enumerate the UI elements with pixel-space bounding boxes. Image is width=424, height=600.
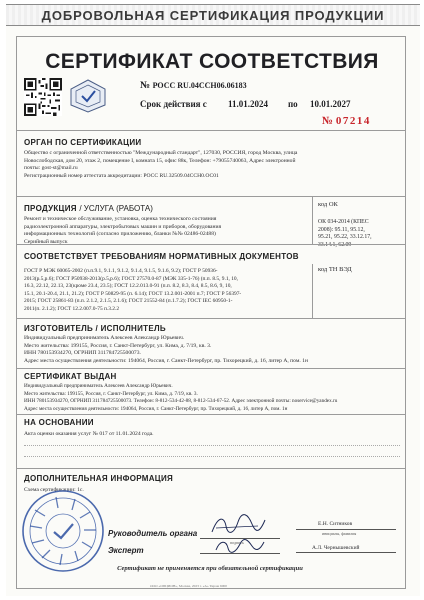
ok-code-line: 95.21, 95.22, 33.12.17, xyxy=(318,234,372,241)
code-column-divider xyxy=(312,196,313,244)
organ-line: почты: gost-st@mail.ru xyxy=(24,165,78,172)
valid-from-date: 11.01.2024 xyxy=(228,99,269,109)
head-signature xyxy=(208,510,268,538)
number-value: РОСС RU.04ССН06.06183 xyxy=(152,81,247,90)
basis-details xyxy=(24,431,402,439)
basis-line: Акта оценки оказания услуг № 017 от 11.01.2024 года. xyxy=(24,431,154,437)
tn-ved-code-label: код ТН ВЭД xyxy=(318,266,352,273)
issued-to-line: Место жительства: 199155, Россия, г. Санкт-Петербург, ул. Кима, д. 7/19, кв. 3. xyxy=(24,390,198,397)
qr-code xyxy=(24,78,62,116)
validity-to-label: по xyxy=(288,99,298,109)
organ-line: Общество с ограниченной ответственностью "Международный стандарт", 127030, РОССИЯ, город Москва, улица xyxy=(24,150,298,156)
product-line: радиоэлектронной аппаратуры, электробытовых машин и приборов, оборудования xyxy=(24,223,222,230)
standard-line: 16.3, 22.12, 22.13, 23(кроме 23.4, 23.5); ГОСТ 12.2.013.0-91 (п.п. 8.2, 8.3, 8.4, 8.5, 8.6, 9, 10, xyxy=(24,283,232,290)
divider xyxy=(16,318,406,319)
number-prefix: № xyxy=(140,80,151,91)
expert-name: А.Л. Чернышевский xyxy=(312,545,360,551)
standard-line: 15.1, 20.1-20.4, 21.1, 21.2); ГОСТ Р 50829-95 (п. 6.14); ГОСТ 13.2.001-2001 п.7; ГОСТ Р 56397- xyxy=(24,290,242,297)
blank-number: 07214 xyxy=(335,115,371,127)
valid-to-date: 10.01.2027 xyxy=(310,99,351,109)
divider xyxy=(16,468,406,469)
manufacturer-line: ИНН 780153934270, ОГРНИП 311784725500073. xyxy=(24,350,141,357)
standard-line: ГОСТ Р МЭК 60065-2002 (п.п.9.1, 9.1.1, 9.1.2, 9.1.4, 9.1.5, 9.1.6, 9.2); ГОСТ Р 50936- xyxy=(24,268,218,274)
product-heading-main: ПРОДУКЦИЯ xyxy=(24,204,77,213)
manufacturer-line: Место жительства: 199155, Россия, г. Санкт-Петербург, ул. Кима, д. 7/19, кв. 3. xyxy=(24,342,212,349)
product-line: Ремонт и техническое обслуживание, установка, оценка технического состояния xyxy=(24,216,217,222)
organ-heading: ОРГАН ПО СЕРТИФИКАЦИИ xyxy=(24,138,142,147)
product-heading xyxy=(24,204,153,213)
issued-to-heading: СЕРТИФИКАТ ВЫДАН xyxy=(24,372,117,381)
divider xyxy=(16,130,406,131)
additional-info-heading: ДОПОЛНИТЕЛЬНАЯ ИНФОРМАЦИЯ xyxy=(24,474,174,483)
head-of-organ-name: Е.Н. Ситников xyxy=(318,521,353,527)
validity-period xyxy=(140,99,400,109)
blank-prefix: № xyxy=(322,115,334,127)
manufacturer-details xyxy=(24,335,402,365)
issued-to-line: ИНН 780153934270, ОГРНИП 311784725500073. Телефон: 8-812-534-42-88, 8-812-534-67-52. Адрес электронной почты: noservice@yandex.ru xyxy=(24,398,338,405)
standard-line: 2015; ГОСТ 25861-83 (п.п. 2.1.2, 2.1.5, 2.1.6); ГОСТ 21552-84 (п.1.7.2); ГОСТ IEC 60950-1- xyxy=(24,298,233,305)
divider xyxy=(16,414,406,415)
standard-line: 2011(п. 2.1.2); ГОСТ 12.2.007.0-75 п.3.2.2 xyxy=(24,305,120,312)
product-line: информационных технологий (согласно приложению, бланки №№ 02486-02488) xyxy=(24,231,216,238)
manufacturer-line: Адрес места осуществления деятельности: 194064, Россия, г. Санкт-Петербург, пр. Тихорецкий, д. 16, литер А, пом. 1н xyxy=(24,357,308,364)
organ-details xyxy=(24,150,402,180)
product-line: Серийный выпуск xyxy=(24,238,68,245)
product-heading-rest: / УСЛУГА (РАБОТА) xyxy=(79,204,153,213)
voluntary-certification-note: Сертификат не применяется при обязательной сертификации xyxy=(117,565,303,572)
standard-line: 2013(р.5,р.6); ГОСТ Р50938-2013(р.5,р.6); ГОСТ 27570.0-87 (МЭК 335-1-76) (п.п. 8.5, 9.1, 10, xyxy=(24,275,238,282)
organ-line: Регистрационный номер аттестата аккредитации: РОСС RU.32509.04ССН0.ОС01 xyxy=(24,172,219,179)
divider xyxy=(16,196,406,197)
divider xyxy=(16,244,406,245)
head-of-organ-label: Руководитель органа xyxy=(108,529,198,538)
blank-serial-number xyxy=(322,115,371,127)
additional-info-text: Схема сертификации: 1с. xyxy=(24,487,84,493)
head-name-line xyxy=(296,529,396,530)
compliance-heading: СООТВЕТСТВУЕТ ТРЕБОВАНИЯМ НОРМАТИВНЫХ ДОКУМЕНТОВ xyxy=(24,252,299,261)
certification-emblem xyxy=(68,78,108,114)
issued-to-details xyxy=(24,383,402,413)
manufacturer-line: Индивидуальный предприниматель Алексеев Александр Юрьевич. xyxy=(24,335,185,341)
issued-to-line: Индивидуальный предприниматель Алексеев Александр Юрьевич. xyxy=(24,383,173,389)
signature-caption: подпись xyxy=(230,540,244,545)
blank-line xyxy=(24,445,400,446)
divider xyxy=(16,368,406,369)
printer-imprint: ООО «ОПЦИОН», Москва, 2023 г. «А» Тираж 6000 xyxy=(150,584,227,588)
certificate-title: СЕРТИФИКАТ СООТВЕТСТВИЯ xyxy=(45,50,379,73)
product-description xyxy=(24,216,309,246)
code-column-divider xyxy=(312,264,313,318)
expert-name-line xyxy=(296,552,396,553)
organ-line: Новослободская, дом 20, этаж 2, помещение I, комната 15, офис 88к, Телефон: +79055740063, Адрес электронной xyxy=(24,157,296,164)
manufacturer-heading: ИЗГОТОВИТЕЛЬ / ИСПОЛНИТЕЛЬ xyxy=(24,324,166,333)
expert-label: Эксперт xyxy=(108,546,144,555)
compliance-standards xyxy=(24,268,309,314)
certificate-number xyxy=(140,80,247,91)
validity-label: Срок действия с xyxy=(140,99,207,109)
expert-signature-line xyxy=(200,553,280,554)
ok-code-line: 33.14.1, 62.09 xyxy=(318,241,352,248)
basis-heading: НА ОСНОВАНИИ xyxy=(24,418,94,427)
certification-banner: ДОБРОВОЛЬНАЯ СЕРТИФИКАЦИЯ ПРОДУКЦИИ xyxy=(6,4,420,26)
ok-code-line: ОК 034-2014 (КПЕС xyxy=(318,219,369,225)
ok-code-line: 2008): 95.11, 95.12, xyxy=(318,226,365,233)
issued-to-line: Адрес места осуществления деятельности: 194064, Россия, г. Санкт-Петербург, пр. Тихорецкий, д. 16, литер А, пом. 1н xyxy=(24,405,288,412)
name-caption: инициалы, фамилия xyxy=(322,531,357,536)
blank-line xyxy=(24,456,400,457)
organ-seal-stamp xyxy=(20,488,106,574)
ok-code-label: код ОК xyxy=(318,201,338,208)
